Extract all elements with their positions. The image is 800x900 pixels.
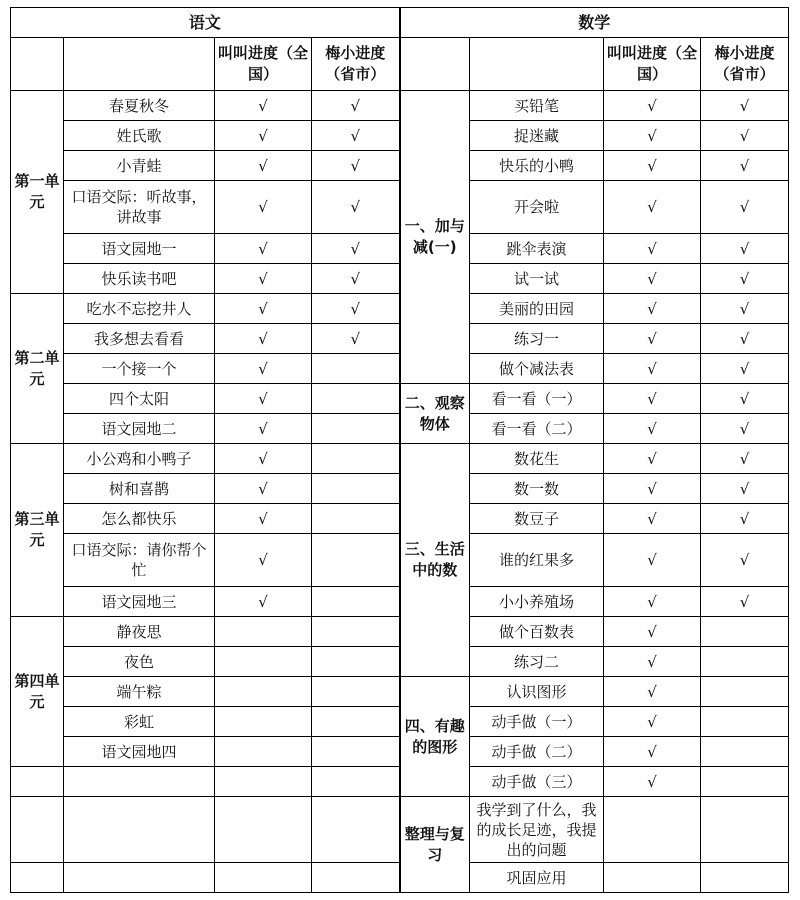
yuwen-empty-meixiao	[312, 863, 400, 893]
shuxue-unit-name: 一、加与减(一)	[400, 91, 470, 384]
shuxue-jiaojiao-check: √	[604, 91, 701, 121]
shuxue-meixiao-check: √	[701, 384, 789, 414]
shuxue-jiaojiao-check: √	[604, 474, 701, 504]
yuwen-empty-unit	[11, 797, 64, 863]
yuwen-jiaojiao-check	[215, 737, 312, 767]
shuxue-meixiao-check: √	[701, 534, 789, 587]
yuwen-lesson-title: 端午粽	[64, 677, 215, 707]
shuxue-lesson-title: 数一数	[470, 474, 604, 504]
yuwen-meixiao-check	[312, 677, 400, 707]
shuxue-jiaojiao-check: √	[604, 151, 701, 181]
shuxue-jiaojiao-check: √	[604, 707, 701, 737]
shuxue-jiaojiao-check: √	[604, 767, 701, 797]
yuwen-jiaojiao-check: √	[215, 414, 312, 444]
yuwen-jiaojiao-check: √	[215, 504, 312, 534]
yuwen-empty-unit	[11, 767, 64, 797]
shuxue-jiaojiao-check: √	[604, 384, 701, 414]
yuwen-header: 语文	[11, 8, 400, 38]
yuwen-lesson-title: 小青蛙	[64, 151, 215, 181]
shuxue-lesson-title: 美丽的田园	[470, 294, 604, 324]
yuwen-empty-meixiao	[312, 767, 400, 797]
shuxue-jiaojiao-check: √	[604, 617, 701, 647]
yuwen-unit-name: 第四单元	[11, 617, 64, 767]
shuxue-jiaojiao-check: √	[604, 534, 701, 587]
yuwen-meixiao-check: √	[312, 294, 400, 324]
shuxue-meixiao-col-header: 梅小进度（省市）	[701, 38, 789, 91]
progress-table-container	[10, 7, 789, 893]
yuwen-meixiao-check	[312, 474, 400, 504]
yuwen-jiaojiao-check: √	[215, 534, 312, 587]
shuxue-jiaojiao-check: √	[604, 677, 701, 707]
yuwen-jiaojiao-check: √	[215, 181, 312, 234]
shuxue-jiaojiao-check: √	[604, 294, 701, 324]
shuxue-meixiao-check	[701, 863, 789, 893]
yuwen-jiaojiao-check: √	[215, 121, 312, 151]
yuwen-empty-lesson	[64, 767, 215, 797]
yuwen-meixiao-check	[312, 647, 400, 677]
yuwen-meixiao-check: √	[312, 234, 400, 264]
yuwen-meixiao-check: √	[312, 91, 400, 121]
yuwen-lesson-title: 小公鸡和小鸭子	[64, 444, 215, 474]
shuxue-meixiao-check: √	[701, 151, 789, 181]
shuxue-meixiao-check: √	[701, 294, 789, 324]
yuwen-empty-jiaojiao	[215, 863, 312, 893]
yuwen-meixiao-check	[312, 444, 400, 474]
shuxue-lesson-title: 动手做（一）	[470, 707, 604, 737]
shuxue-meixiao-check	[701, 617, 789, 647]
shuxue-unit-name: 三、生活中的数	[400, 444, 470, 677]
shuxue-meixiao-check: √	[701, 181, 789, 234]
shuxue-lesson-title: 跳伞表演	[470, 234, 604, 264]
shuxue-lesson-title: 做个百数表	[470, 617, 604, 647]
shuxue-jiaojiao-check: √	[604, 587, 701, 617]
shuxue-meixiao-check: √	[701, 234, 789, 264]
yuwen-meixiao-check: √	[312, 181, 400, 234]
yuwen-empty-unit	[11, 863, 64, 893]
yuwen-lesson-col-header	[64, 38, 215, 91]
yuwen-meixiao-col-header: 梅小进度（省市）	[312, 38, 400, 91]
yuwen-jiaojiao-check: √	[215, 384, 312, 414]
shuxue-header: 数学	[400, 8, 789, 38]
shuxue-jiaojiao-check	[604, 797, 701, 863]
table-row	[11, 91, 789, 121]
yuwen-meixiao-check	[312, 354, 400, 384]
yuwen-jiaojiao-check: √	[215, 444, 312, 474]
shuxue-meixiao-check	[701, 767, 789, 797]
shuxue-lesson-title: 数花生	[470, 444, 604, 474]
yuwen-lesson-title: 语文园地一	[64, 234, 215, 264]
shuxue-meixiao-check	[701, 797, 789, 863]
yuwen-lesson-title: 语文园地三	[64, 587, 215, 617]
yuwen-jiaojiao-check: √	[215, 587, 312, 617]
yuwen-meixiao-check	[312, 617, 400, 647]
shuxue-lesson-title: 看一看（一）	[470, 384, 604, 414]
yuwen-jiaojiao-check: √	[215, 264, 312, 294]
yuwen-lesson-title: 口语交际：听故事，讲故事	[64, 181, 215, 234]
yuwen-lesson-title: 怎么都快乐	[64, 504, 215, 534]
yuwen-empty-meixiao	[312, 797, 400, 863]
table-row	[11, 444, 789, 474]
shuxue-lesson-title: 认识图形	[470, 677, 604, 707]
yuwen-jiaojiao-check: √	[215, 354, 312, 384]
yuwen-lesson-title: 静夜思	[64, 617, 215, 647]
shuxue-jiaojiao-check: √	[604, 181, 701, 234]
yuwen-meixiao-check	[312, 504, 400, 534]
yuwen-unit-name: 第一单元	[11, 91, 64, 294]
yuwen-meixiao-check	[312, 384, 400, 414]
yuwen-lesson-title: 吃水不忘挖井人	[64, 294, 215, 324]
shuxue-jiaojiao-check: √	[604, 737, 701, 767]
yuwen-jiaojiao-check	[215, 647, 312, 677]
yuwen-jiaojiao-check: √	[215, 234, 312, 264]
shuxue-meixiao-check	[701, 647, 789, 677]
shuxue-lesson-title: 我学到了什么，我的成长足迹，我提出的问题	[470, 797, 604, 863]
table-row	[11, 384, 789, 414]
yuwen-meixiao-check: √	[312, 121, 400, 151]
shuxue-jiaojiao-check: √	[604, 504, 701, 534]
yuwen-lesson-title: 快乐读书吧	[64, 264, 215, 294]
shuxue-jiaojiao-check: √	[604, 414, 701, 444]
yuwen-jiaojiao-check	[215, 707, 312, 737]
shuxue-meixiao-check: √	[701, 324, 789, 354]
yuwen-jiaojiao-check	[215, 617, 312, 647]
shuxue-lesson-title: 数豆子	[470, 504, 604, 534]
shuxue-unit-name: 整理与复习	[400, 797, 470, 893]
yuwen-lesson-title: 春夏秋冬	[64, 91, 215, 121]
shuxue-lesson-title: 练习二	[470, 647, 604, 677]
yuwen-jiaojiao-check: √	[215, 294, 312, 324]
shuxue-meixiao-check: √	[701, 587, 789, 617]
shuxue-jiaojiao-check: √	[604, 234, 701, 264]
yuwen-empty-jiaojiao	[215, 767, 312, 797]
yuwen-meixiao-check: √	[312, 151, 400, 181]
shuxue-meixiao-check: √	[701, 91, 789, 121]
shuxue-jiaojiao-col-header: 叫叫进度（全国）	[604, 38, 701, 91]
shuxue-meixiao-check	[701, 677, 789, 707]
shuxue-meixiao-check: √	[701, 504, 789, 534]
yuwen-lesson-title: 一个接一个	[64, 354, 215, 384]
shuxue-lesson-title: 看一看（二）	[470, 414, 604, 444]
shuxue-lesson-title: 快乐的小鸭	[470, 151, 604, 181]
shuxue-lesson-title: 捉迷藏	[470, 121, 604, 151]
yuwen-empty-lesson	[64, 797, 215, 863]
table-row	[11, 797, 789, 863]
yuwen-lesson-title: 语文园地四	[64, 737, 215, 767]
yuwen-unit-col-header	[11, 38, 64, 91]
table-row	[11, 677, 789, 707]
yuwen-lesson-title: 语文园地二	[64, 414, 215, 444]
shuxue-unit-name: 四、有趣的图形	[400, 677, 470, 797]
shuxue-lesson-title: 动手做（二）	[470, 737, 604, 767]
yuwen-jiaojiao-check: √	[215, 91, 312, 121]
shuxue-lesson-title: 开会啦	[470, 181, 604, 234]
shuxue-jiaojiao-check: √	[604, 121, 701, 151]
yuwen-meixiao-check	[312, 707, 400, 737]
yuwen-empty-lesson	[64, 863, 215, 893]
yuwen-lesson-title: 我多想去看看	[64, 324, 215, 354]
shuxue-jiaojiao-check: √	[604, 354, 701, 384]
shuxue-meixiao-check: √	[701, 444, 789, 474]
shuxue-jiaojiao-check: √	[604, 647, 701, 677]
shuxue-lesson-title: 买铅笔	[470, 91, 604, 121]
shuxue-unit-col-header	[400, 38, 470, 91]
shuxue-meixiao-check: √	[701, 354, 789, 384]
shuxue-jiaojiao-check: √	[604, 444, 701, 474]
yuwen-lesson-title: 口语交际：请你帮个忙	[64, 534, 215, 587]
shuxue-meixiao-check	[701, 707, 789, 737]
shuxue-jiaojiao-check	[604, 863, 701, 893]
shuxue-meixiao-check: √	[701, 414, 789, 444]
yuwen-meixiao-check	[312, 587, 400, 617]
yuwen-lesson-title: 树和喜鹊	[64, 474, 215, 504]
yuwen-unit-name: 第二单元	[11, 294, 64, 444]
yuwen-meixiao-check: √	[312, 264, 400, 294]
yuwen-jiaojiao-check: √	[215, 474, 312, 504]
yuwen-lesson-title: 姓氏歌	[64, 121, 215, 151]
progress-table	[10, 7, 789, 893]
yuwen-lesson-title: 夜色	[64, 647, 215, 677]
shuxue-lesson-title: 小小养殖场	[470, 587, 604, 617]
shuxue-lesson-title: 练习一	[470, 324, 604, 354]
shuxue-lesson-col-header	[470, 38, 604, 91]
shuxue-jiaojiao-check: √	[604, 264, 701, 294]
yuwen-lesson-title: 彩虹	[64, 707, 215, 737]
shuxue-jiaojiao-check: √	[604, 324, 701, 354]
shuxue-meixiao-check: √	[701, 264, 789, 294]
yuwen-jiaojiao-check: √	[215, 151, 312, 181]
yuwen-unit-name: 第三单元	[11, 444, 64, 617]
yuwen-empty-jiaojiao	[215, 797, 312, 863]
shuxue-meixiao-check: √	[701, 121, 789, 151]
shuxue-lesson-title: 巩固应用	[470, 863, 604, 893]
yuwen-jiaojiao-check: √	[215, 324, 312, 354]
yuwen-meixiao-check	[312, 737, 400, 767]
yuwen-meixiao-check	[312, 534, 400, 587]
shuxue-lesson-title: 谁的红果多	[470, 534, 604, 587]
shuxue-meixiao-check: √	[701, 474, 789, 504]
shuxue-lesson-title: 做个减法表	[470, 354, 604, 384]
shuxue-meixiao-check	[701, 737, 789, 767]
shuxue-lesson-title: 动手做（三）	[470, 767, 604, 797]
yuwen-jiaojiao-col-header: 叫叫进度（全国）	[215, 38, 312, 91]
yuwen-jiaojiao-check	[215, 677, 312, 707]
yuwen-lesson-title: 四个太阳	[64, 384, 215, 414]
yuwen-meixiao-check: √	[312, 324, 400, 354]
shuxue-unit-name: 二、观察物体	[400, 384, 470, 444]
shuxue-lesson-title: 试一试	[470, 264, 604, 294]
yuwen-meixiao-check	[312, 414, 400, 444]
